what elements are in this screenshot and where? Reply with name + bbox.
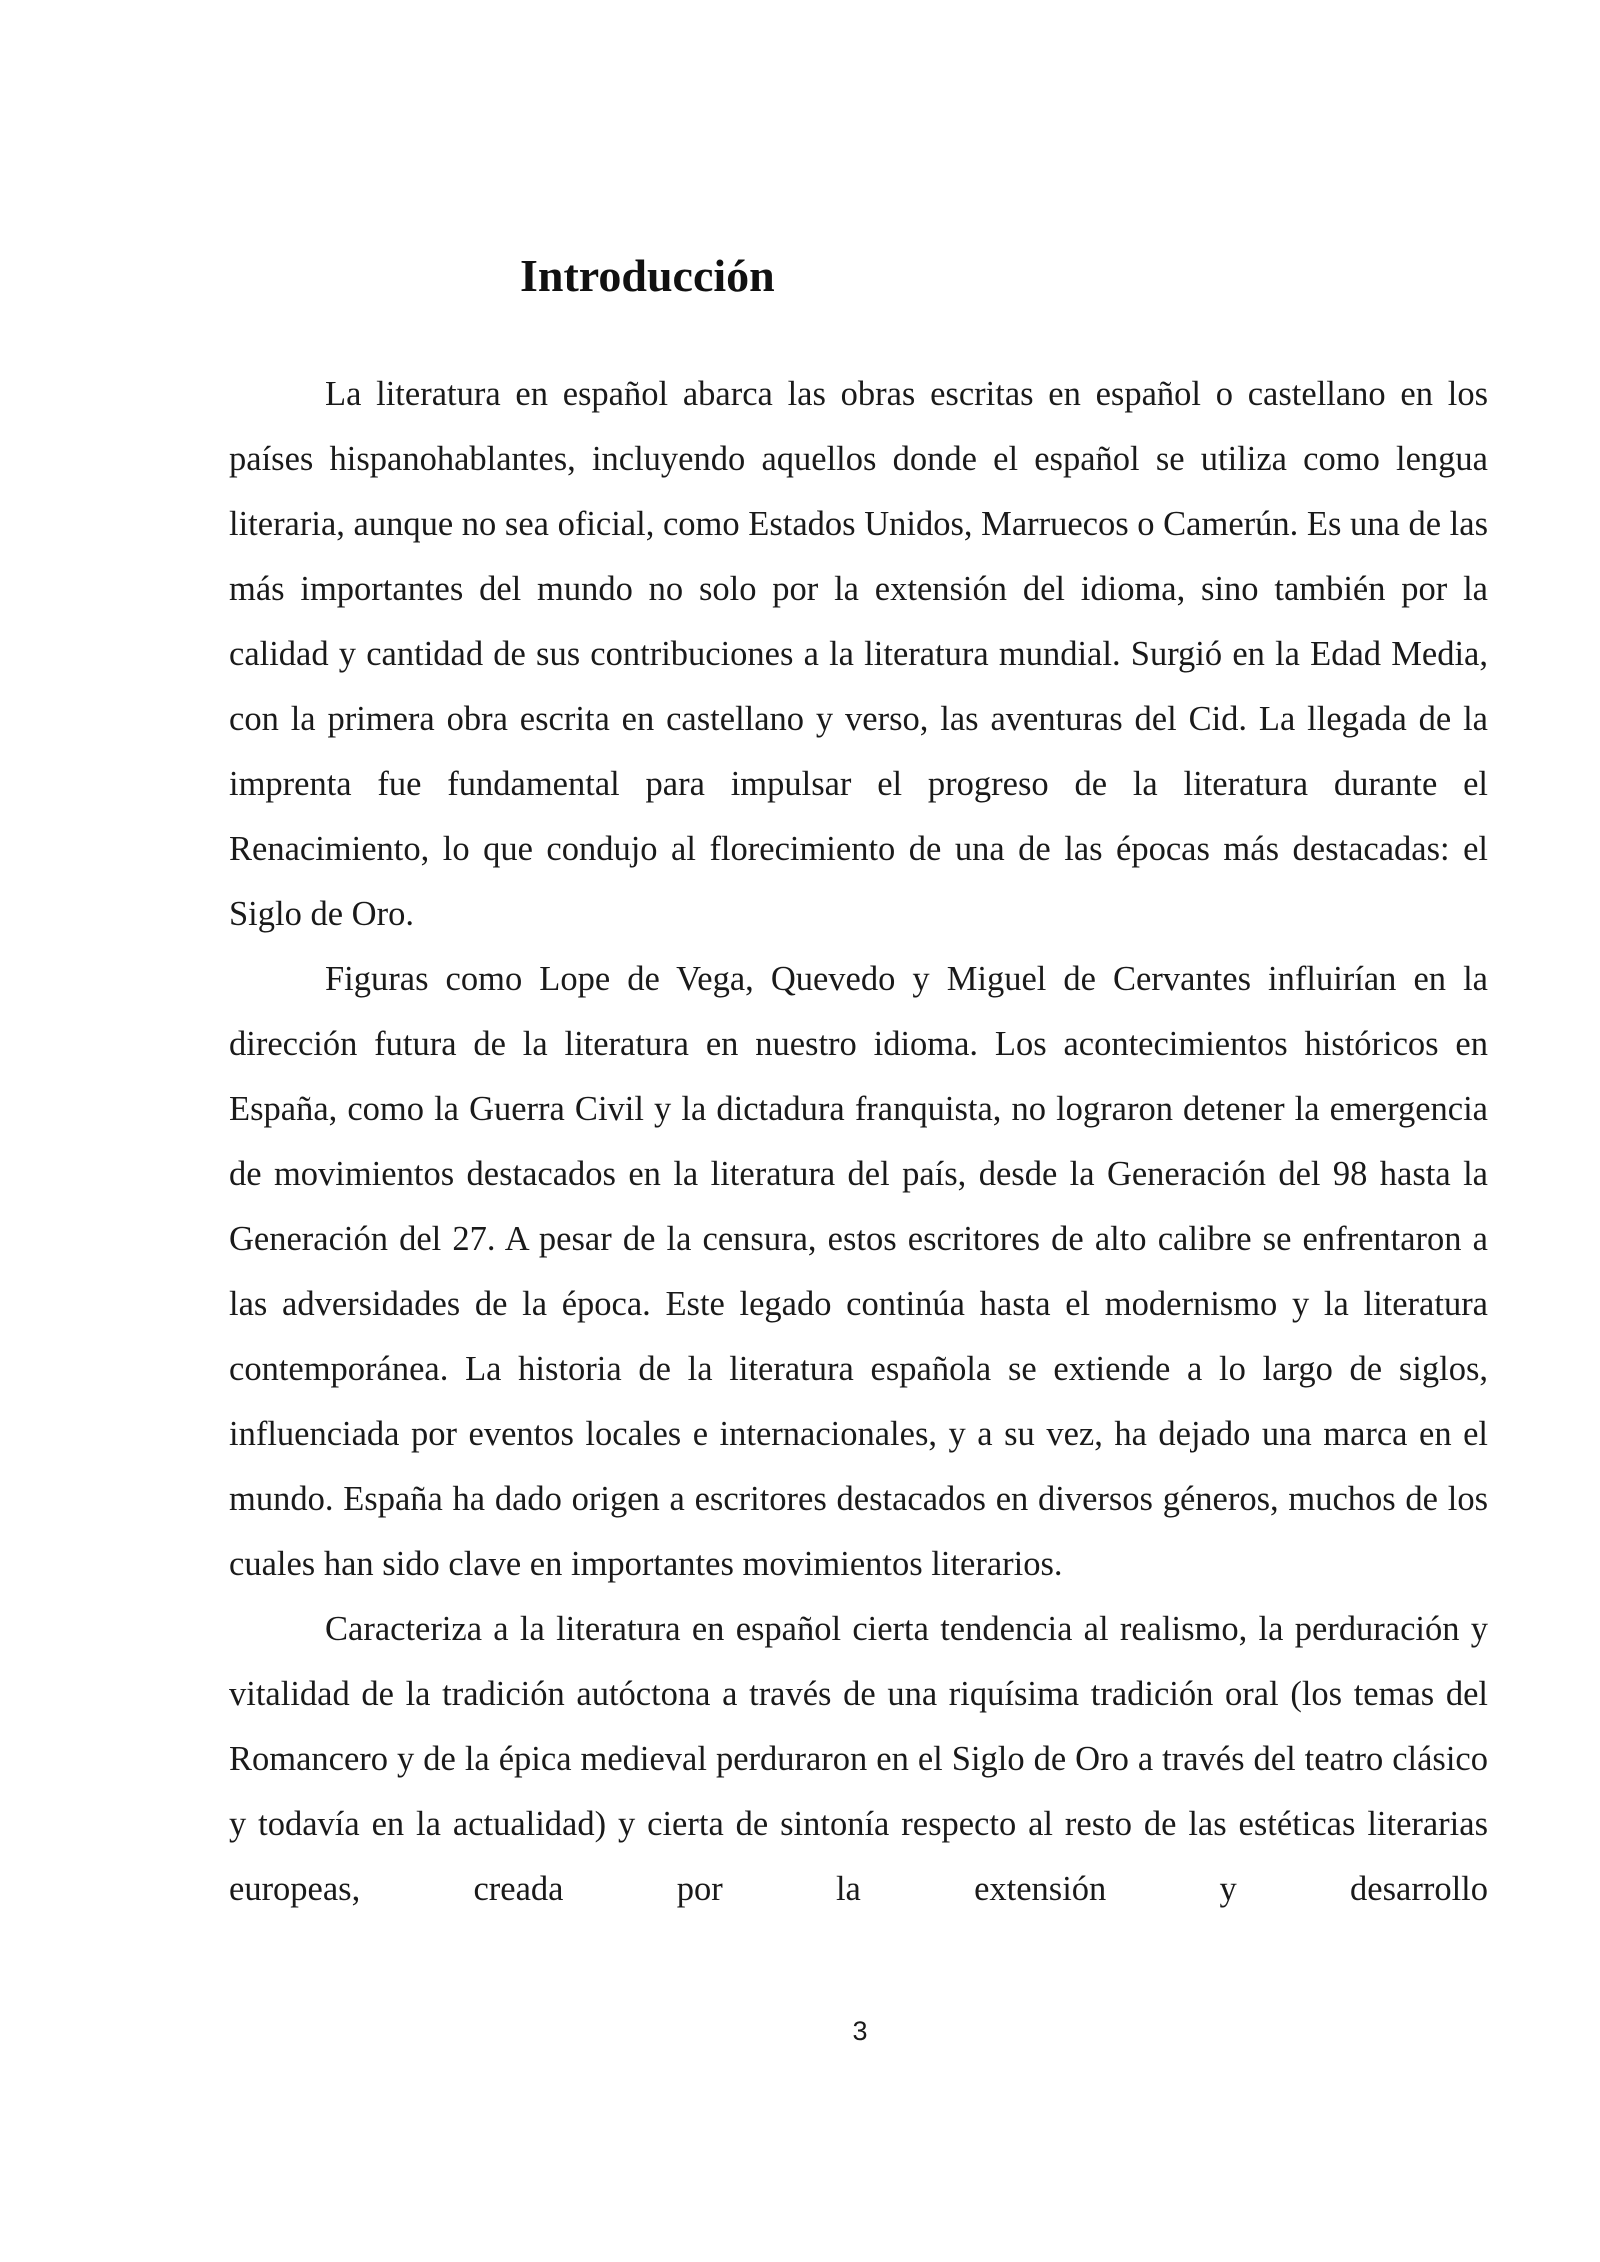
paragraph-3: Caracteriza a la literatura en español cierta tendencia al realismo, la perduración y vitalidad de la tradición autóctona a través de una riquísima tradición oral (los temas del Romancero y de la épica medieval perduraron en el Siglo de Oro a través del teatro clásico y todavía en la actualidad) y cierta de sintonía respecto al resto de las estéticas literarias europeas, creada por la extensión y desarrollo bbox=[229, 1610, 1488, 1908]
section-title: Introducción bbox=[520, 250, 775, 301]
paragraph-1: La literatura en español abarca las obras escritas en español o castellano en los países hispanohablantes, incluyendo aquellos donde el español se utiliza como lengua literaria, aunque no sea oficial, como Estados Unidos, Marruecos o Camerún. Es una de las más importantes del mundo no solo por la extensión del idioma, sino también por la calidad y cantidad de sus contribuciones a la literatura mundial. Surgió en la Edad Media, con la primera obra escrita en castellano y verso, las aventuras del Cid. La llegada de la imprenta fue fundamental para impulsar el progreso de la literatura durante el Renacimiento, lo que condujo al florecimiento de una de las épocas más destacadas: el Siglo de Oro. bbox=[229, 375, 1488, 933]
paragraph-2: Figuras como Lope de Vega, Quevedo y Miguel de Cervantes influirían en la dirección futura de la literatura en nuestro idioma. Los acontecimientos históricos en España, como la Guerra Civil y la dictadura franquista, no lograron detener la emergencia de movimientos destacados en la literatura del país, desde la Generación del 98 hasta la Generación del 27. A pesar de la censura, estos escritores de alto calibre se enfrentaron a las adversidades de la época. Este legado continúa hasta el modernismo y la literatura contemporánea. La historia de la literatura española se extiende a lo largo de siglos, influenciada por eventos locales e internacionales, y a su vez, ha dejado una marca en el mundo. España ha dado origen a escritores destacados en diversos géneros, muchos de los cuales han sido clave en importantes movimientos literarios. bbox=[229, 960, 1488, 1583]
body-text bbox=[229, 362, 1488, 1922]
page-number: 3 bbox=[852, 2016, 868, 2046]
